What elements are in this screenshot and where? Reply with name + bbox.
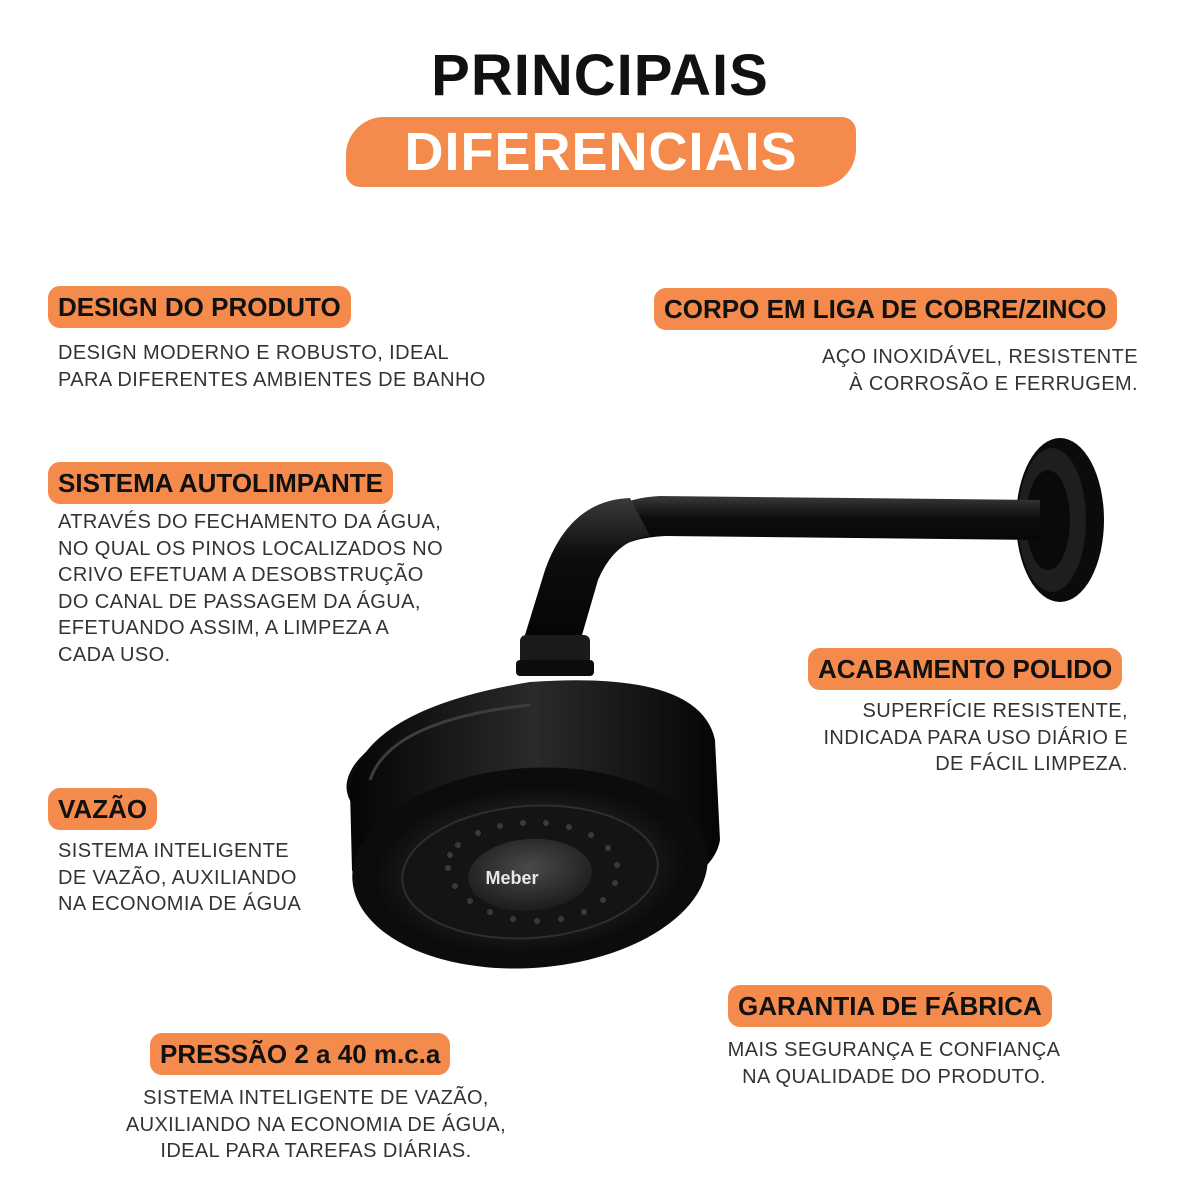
page-subtitle: DIFERENCIAIS <box>404 122 798 182</box>
feature-tag-garantia: GARANTIA DE FÁBRICA <box>728 985 1052 1027</box>
feature-desc-line: DE VAZÃO, AUXILIANDO <box>58 866 297 889</box>
feature-desc-line: CADA USO. <box>58 643 171 666</box>
feature-desc-line: ATRAVÉS DO FECHAMENTO DA ÁGUA, <box>58 511 442 533</box>
feature-desc-line: À CORROSÃO E FERRUGEM. <box>849 372 1138 395</box>
feature-tag-design: DESIGN DO PRODUTO <box>48 286 351 328</box>
feature-desc-line: DE FÁCIL LIMPEZA. <box>935 753 1128 775</box>
shower-head-icon <box>330 420 1130 970</box>
feature-tag-corpo: CORPO EM LIGA DE COBRE/ZINCO <box>654 288 1117 330</box>
feature-tag-vazao: VAZÃO <box>48 788 157 830</box>
feature-desc-line: PARA DIFERENTES AMBIENTES DE BANHO <box>58 368 486 391</box>
feature-desc-line: NA ECONOMIA DE ÁGUA <box>58 893 302 915</box>
feature-desc-line: NO QUAL OS PINOS LOCALIZADOS NO <box>58 537 444 560</box>
feature-desc-line: CRIVO EFETUAM A DESOBSTRUÇÃO <box>58 564 424 586</box>
feature-desc-pressao <box>96 1085 536 1165</box>
title-highlight-pill <box>346 117 856 187</box>
feature-tag-acabamento: ACABAMENTO POLIDO <box>808 648 1122 690</box>
feature-desc-line: AÇO INOXIDÁVEL, RESISTENTE <box>821 346 1138 368</box>
feature-desc-garantia <box>696 1037 1092 1090</box>
feature-tag-pressao: PRESSÃO 2 a 40 m.c.a <box>150 1033 450 1075</box>
feature-desc-line: NA QUALIDADE DO PRODUTO. <box>742 1065 1046 1088</box>
feature-desc-line: EFETUANDO ASSIM, A LIMPEZA A <box>58 617 390 639</box>
feature-desc-design <box>58 340 486 393</box>
product-brand-logo: Meber <box>485 868 539 888</box>
feature-desc-line: SISTEMA INTELIGENTE <box>58 840 289 862</box>
feature-desc-line: AUXILIANDO NA ECONOMIA DE ÁGUA, <box>125 1113 507 1136</box>
feature-desc-vazao <box>58 838 301 918</box>
feature-desc-line: DESIGN MODERNO E ROBUSTO, IDEAL <box>58 342 449 364</box>
feature-desc-line: DO CANAL DE PASSAGEM DA ÁGUA, <box>58 590 421 613</box>
feature-desc-line: MAIS SEGURANÇA E CONFIANÇA <box>727 1039 1061 1061</box>
product-image <box>330 420 1130 970</box>
feature-desc-corpo <box>822 344 1138 397</box>
feature-desc-line: IDEAL PARA TAREFAS DIÁRIAS. <box>160 1140 472 1162</box>
feature-desc-line: SUPERFÍCIE RESISTENTE, <box>862 700 1128 722</box>
feature-tag-sistema: SISTEMA AUTOLIMPANTE <box>48 462 393 504</box>
feature-desc-line: INDICADA PARA USO DIÁRIO E <box>823 726 1128 749</box>
feature-desc-line: SISTEMA INTELIGENTE DE VAZÃO, <box>143 1087 489 1109</box>
page-title: PRINCIPAIS <box>431 43 769 108</box>
